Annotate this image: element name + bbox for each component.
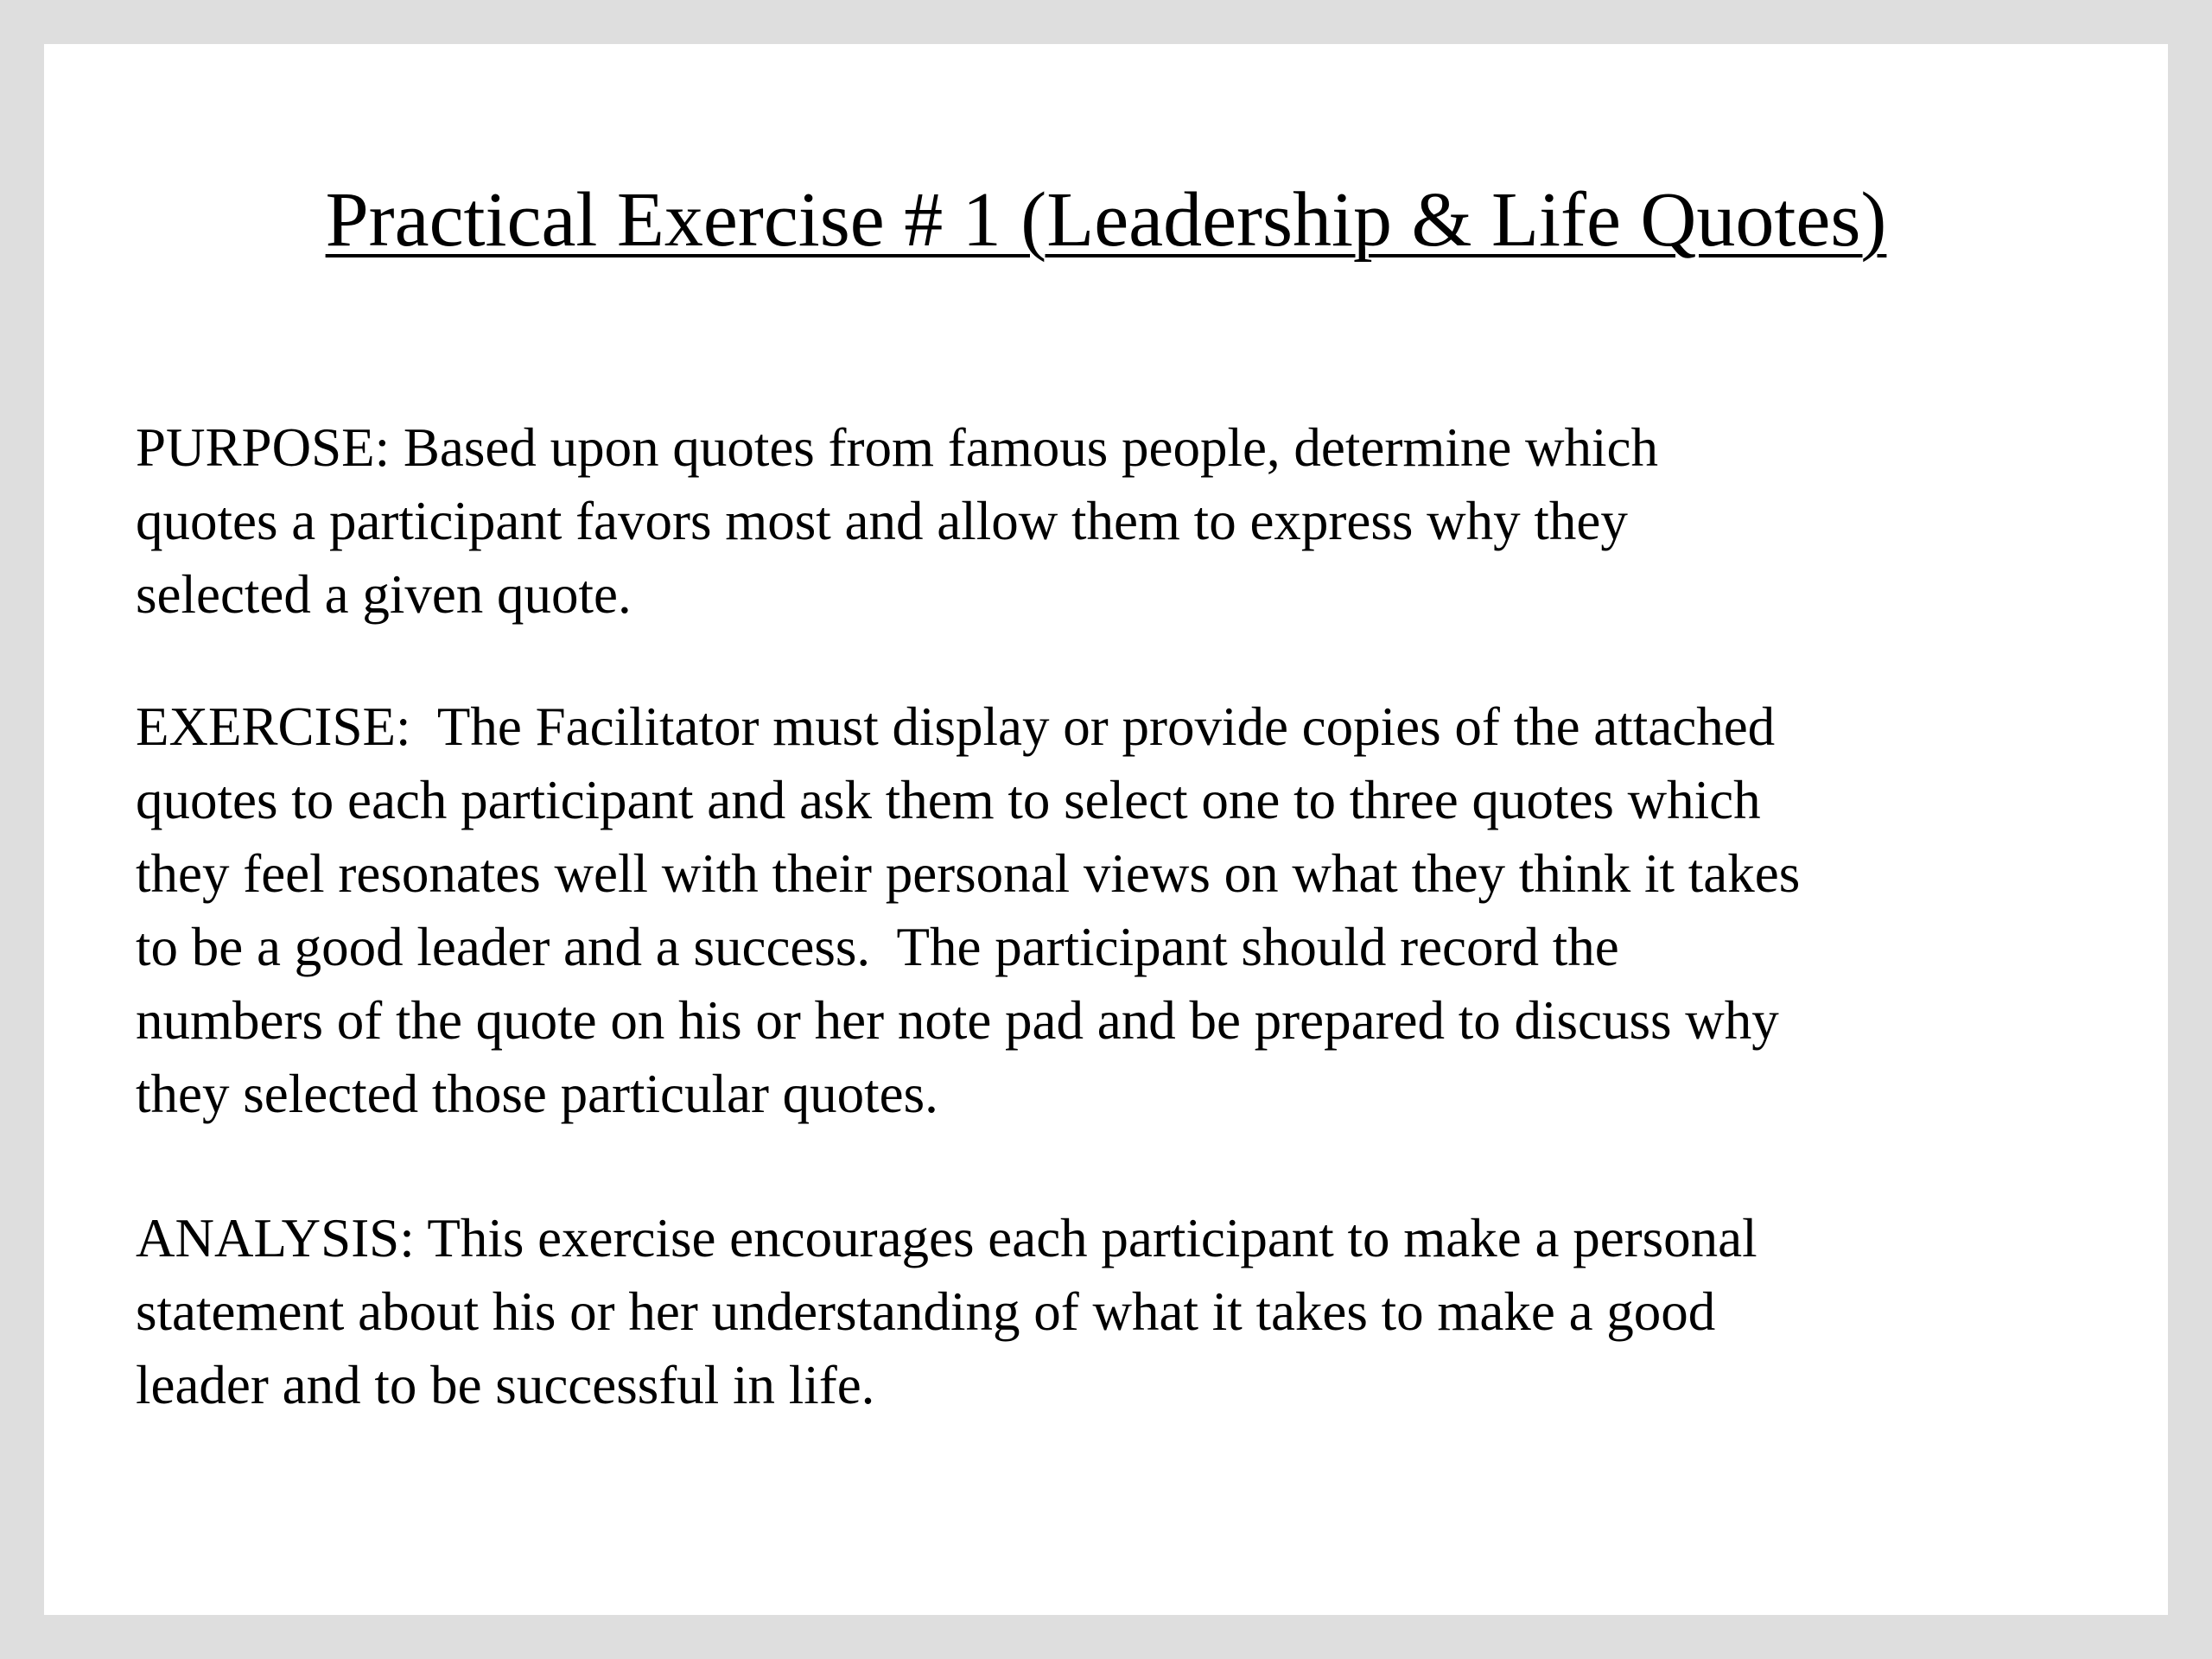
analysis-line: statement about his or her understanding of what it takes to make a good (136, 1281, 1716, 1342)
analysis-line: leader and to be successful in life. (136, 1355, 875, 1415)
exercise-line: EXERCISE: The Facilitator must display or provide copies of the attached (136, 696, 1776, 757)
slide (44, 44, 2168, 1615)
exercise-line: they selected those particular quotes. (136, 1064, 938, 1124)
purpose-line: PURPOSE: Based upon quotes from famous people, determine which (136, 417, 1659, 478)
exercise-line: they feel resonates well with their personal views on what they think it takes (136, 843, 1801, 904)
analysis-paragraph (136, 1202, 2123, 1422)
slide-title: Practical Exercise # 1 (Leadership & Life Quotes) (325, 177, 1887, 263)
analysis-line: ANALYSIS: This exercise encourages each participant to make a personal (136, 1208, 1758, 1268)
purpose-line: quotes a participant favors most and allow them to express why they (136, 491, 1628, 551)
exercise-line: numbers of the quote on his or her note pad and be prepared to discuss why (136, 990, 1779, 1051)
purpose-paragraph (136, 411, 2123, 632)
exercise-line: quotes to each participant and ask them to select one to three quotes which (136, 770, 1761, 830)
exercise-paragraph (136, 690, 2123, 1131)
exercise-line: to be a good leader and a success. The participant should record the (136, 917, 1619, 977)
purpose-line: selected a given quote. (136, 564, 632, 625)
